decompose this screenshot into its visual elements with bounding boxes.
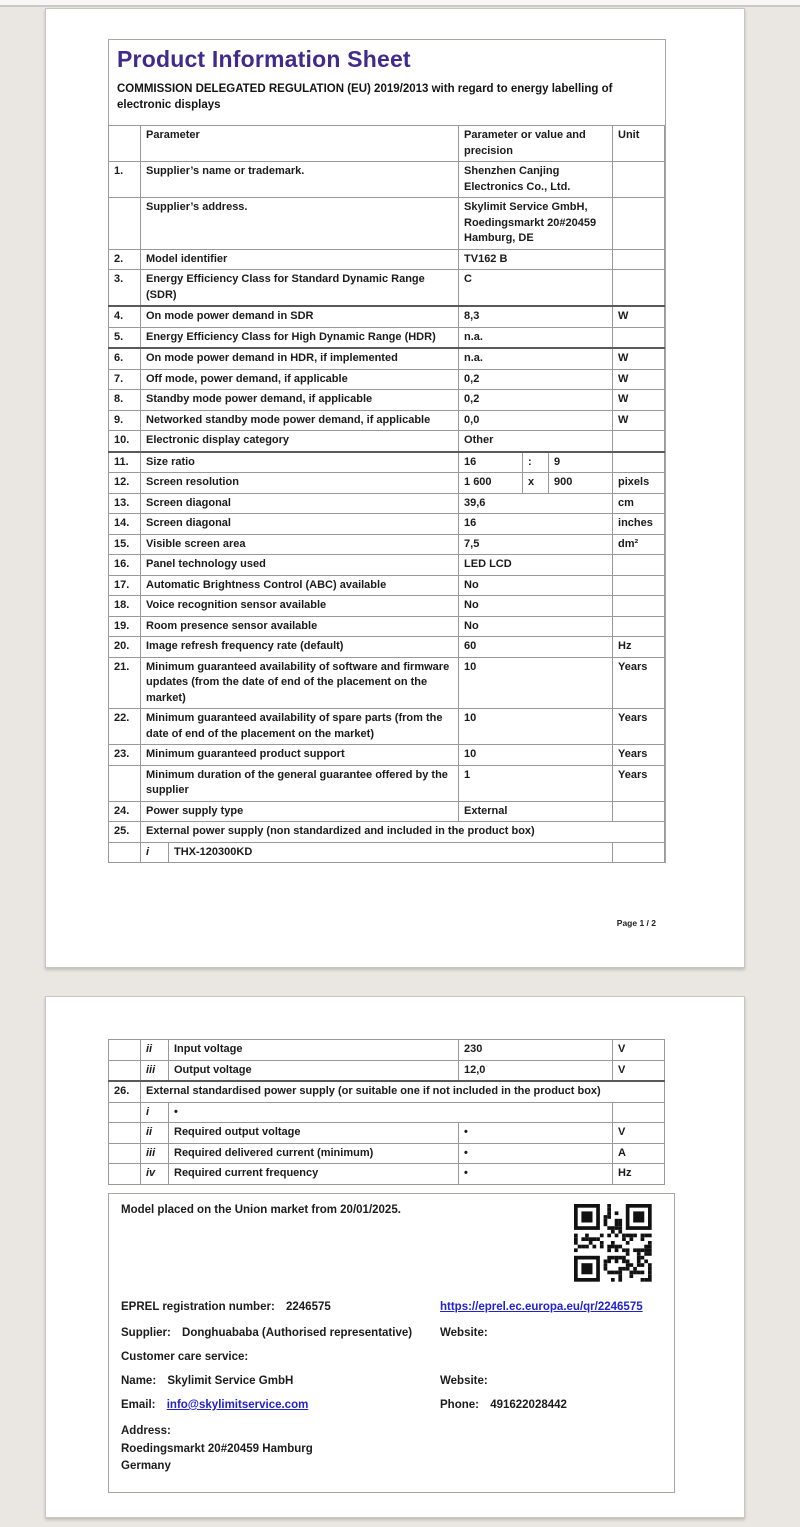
table-header-row	[109, 126, 665, 162]
table-row	[109, 327, 665, 348]
row-label-span: External power supply (non standardized and included in the product box)	[141, 822, 665, 843]
row-label: Required delivered current (minimum)	[169, 1143, 459, 1164]
address-label: Address:	[121, 1424, 171, 1437]
row-unit	[613, 596, 665, 617]
table-sub-row	[109, 1143, 665, 1164]
row-value: 8,3	[459, 306, 613, 327]
eprel-label: EPREL registration number:	[121, 1300, 275, 1313]
table-row	[109, 534, 665, 555]
row-roman-numeral: i	[141, 842, 169, 863]
row-label: Visible screen area	[141, 534, 459, 555]
header-unit: Unit	[613, 126, 665, 162]
table-row-span	[109, 822, 665, 843]
browser-chrome-edge	[0, 0, 800, 7]
row-unit: V	[613, 1040, 665, 1061]
row-unit: Years	[613, 657, 665, 709]
row-value: 10	[459, 657, 613, 709]
row-value: LED LCD	[459, 555, 613, 576]
row-label: Panel technology used	[141, 555, 459, 576]
header-parameter: Parameter	[141, 126, 459, 162]
row-label: Required output voltage	[169, 1123, 459, 1144]
row-label: Output voltage	[169, 1060, 459, 1081]
row-unit: Years	[613, 765, 665, 801]
row-value: 0,0	[459, 410, 613, 431]
phone-value: 491622028442	[490, 1398, 567, 1411]
row-value: 1	[459, 765, 613, 801]
row-value-left: 1 600	[459, 473, 523, 494]
row-label: Size ratio	[141, 452, 459, 473]
row-unit: pixels	[613, 473, 665, 494]
row-roman-numeral: i	[141, 1102, 169, 1123]
table-sub-row	[109, 842, 665, 863]
row-value-separator: :	[523, 452, 549, 473]
table-row	[109, 514, 665, 535]
row-label: Model identifier	[141, 249, 459, 270]
row-label: Image refresh frequency rate (default)	[141, 637, 459, 658]
row-label: Minimum duration of the general guarantee offered by the supplier	[141, 765, 459, 801]
table-row	[109, 637, 665, 658]
row-unit	[613, 249, 665, 270]
table-row	[109, 390, 665, 411]
address-line-2: Germany	[121, 1460, 171, 1473]
page1-content-box	[108, 39, 666, 863]
row-label: Required current frequency	[169, 1164, 459, 1185]
row-value-right: 900	[549, 473, 613, 494]
row-label: Off mode, power demand, if applicable	[141, 369, 459, 390]
name-value: Skylimit Service GmbH	[167, 1374, 294, 1387]
row-num: 20.	[109, 637, 141, 658]
address-line-1: Roedingsmarkt 20#20459 Hamburg	[121, 1442, 313, 1455]
row-label: Supplier’s name or trademark.	[141, 162, 459, 198]
row-unit: W	[613, 410, 665, 431]
row-value: 0,2	[459, 390, 613, 411]
table-row	[109, 493, 665, 514]
row-num: 17.	[109, 575, 141, 596]
row-value: n.a.	[459, 327, 613, 348]
row-value: External	[459, 801, 613, 822]
row-value-right: 9	[549, 452, 613, 473]
table-sub-row	[109, 1040, 665, 1061]
row-roman-numeral: iii	[141, 1143, 169, 1164]
row-value: No	[459, 596, 613, 617]
qr-code	[574, 1204, 652, 1285]
row-label: Supplier’s address.	[141, 198, 459, 250]
row-value: Shenzhen Canjing Electronics Co., Ltd.	[459, 162, 613, 198]
row-unit: Years	[613, 745, 665, 766]
phone-label: Phone:	[440, 1398, 479, 1411]
row-label: Screen diagonal	[141, 493, 459, 514]
row-num: 7.	[109, 369, 141, 390]
row-label: Minimum guaranteed product support	[141, 745, 459, 766]
row-num: 14.	[109, 514, 141, 535]
row-roman-numeral: ii	[141, 1040, 169, 1061]
email-link[interactable]: info@skylimitservice.com	[166, 1398, 309, 1411]
row-value: Other	[459, 431, 613, 452]
row-label: Screen diagonal	[141, 514, 459, 535]
row-num	[109, 1040, 141, 1061]
row-unit: V	[613, 1123, 665, 1144]
row-value: •	[459, 1123, 613, 1144]
table-row	[109, 452, 665, 473]
row-num	[109, 1102, 141, 1123]
row-num	[109, 1143, 141, 1164]
table-row-span	[109, 1081, 665, 1102]
row-unit: W	[613, 306, 665, 327]
row-num: 4.	[109, 306, 141, 327]
row-unit	[613, 431, 665, 452]
table-row	[109, 306, 665, 327]
row-label: •	[169, 1102, 613, 1123]
row-label: Room presence sensor available	[141, 616, 459, 637]
row-label: Automatic Brightness Control (ABC) available	[141, 575, 459, 596]
table-row	[109, 410, 665, 431]
row-value: 7,5	[459, 534, 613, 555]
row-num: 8.	[109, 390, 141, 411]
row-label: Input voltage	[169, 1040, 459, 1061]
row-unit: inches	[613, 514, 665, 535]
row-value-separator: x	[523, 473, 549, 494]
document-page-2	[45, 996, 745, 1518]
row-num: 10.	[109, 431, 141, 452]
eprel-link[interactable]: https://eprel.ec.europa.eu/qr/2246575	[440, 1300, 643, 1313]
row-roman-numeral: iv	[141, 1164, 169, 1185]
row-label: Standby mode power demand, if applicable	[141, 390, 459, 411]
email-label: Email:	[121, 1398, 156, 1411]
row-unit: A	[613, 1143, 665, 1164]
row-num: 25.	[109, 822, 141, 843]
row-unit: cm	[613, 493, 665, 514]
table-sub-row	[109, 1123, 665, 1144]
table-row	[109, 745, 665, 766]
row-label: Electronic display category	[141, 431, 459, 452]
row-label: Power supply type	[141, 801, 459, 822]
table-row	[109, 555, 665, 576]
row-unit: Years	[613, 709, 665, 745]
table-sub-row	[109, 1164, 665, 1185]
header-num	[109, 126, 141, 162]
table-row	[109, 575, 665, 596]
row-num: 18.	[109, 596, 141, 617]
row-value-left: 16	[459, 452, 523, 473]
page-number-label: Page 1 / 2	[616, 918, 656, 928]
table-row	[109, 709, 665, 745]
row-value: 0,2	[459, 369, 613, 390]
table-row	[109, 473, 665, 494]
row-label: Networked standby mode power demand, if applicable	[141, 410, 459, 431]
row-num: 2.	[109, 249, 141, 270]
row-value: 230	[459, 1040, 613, 1061]
row-num: 24.	[109, 801, 141, 822]
row-roman-numeral: iii	[141, 1060, 169, 1081]
table-row	[109, 596, 665, 617]
row-unit	[613, 198, 665, 250]
row-num: 12.	[109, 473, 141, 494]
row-num: 5.	[109, 327, 141, 348]
customer-care-heading: Customer care service:	[121, 1350, 249, 1363]
row-label: On mode power demand in SDR	[141, 306, 459, 327]
row-unit: dm²	[613, 534, 665, 555]
table-row	[109, 369, 665, 390]
row-num: 16.	[109, 555, 141, 576]
row-num: 15.	[109, 534, 141, 555]
header-value: Parameter or value and precision	[459, 126, 613, 162]
table-row	[109, 765, 665, 801]
row-unit	[613, 842, 665, 863]
website-label-2: Website:	[440, 1374, 488, 1387]
row-num	[109, 842, 141, 863]
market-date-text: Model placed on the Union market from 20/01/2025.	[121, 1204, 401, 1216]
row-num: 3.	[109, 270, 141, 307]
page-title: Product Information Sheet	[117, 46, 411, 72]
row-num: 23.	[109, 745, 141, 766]
row-num: 13.	[109, 493, 141, 514]
row-value: Skylimit Service GmbH, Roedingsmarkt 20#20459 Hamburg, DE	[459, 198, 613, 250]
row-value: TV162 B	[459, 249, 613, 270]
table-row	[109, 616, 665, 637]
table-row	[109, 348, 665, 369]
row-value: 10	[459, 745, 613, 766]
row-unit	[613, 1102, 665, 1123]
row-num: 21.	[109, 657, 141, 709]
table-row	[109, 249, 665, 270]
name-label: Name:	[121, 1374, 157, 1387]
document-page-1	[45, 8, 745, 968]
row-num: 11.	[109, 452, 141, 473]
row-label: THX-120300KD	[169, 842, 613, 863]
row-label: Voice recognition sensor available	[141, 596, 459, 617]
row-unit	[613, 555, 665, 576]
row-num	[109, 198, 141, 250]
row-unit: Hz	[613, 1164, 665, 1185]
table-row	[109, 657, 665, 709]
page-subtitle: COMMISSION DELEGATED REGULATION (EU) 2019/2013 with regard to energy labelling of electronic displays	[117, 83, 613, 112]
row-value: n.a.	[459, 348, 613, 369]
row-label: Energy Efficiency Class for High Dynamic Range (HDR)	[141, 327, 459, 348]
row-label: Energy Efficiency Class for Standard Dynamic Range (SDR)	[141, 270, 459, 307]
parameter-table-continued	[108, 1039, 665, 1185]
table-row	[109, 198, 665, 250]
row-unit: W	[613, 369, 665, 390]
row-num: 22.	[109, 709, 141, 745]
row-num	[109, 765, 141, 801]
website-label: Website:	[440, 1326, 488, 1339]
supplier-value: Donghuababa (Authorised representative)	[182, 1326, 413, 1339]
table-sub-row	[109, 1060, 665, 1081]
row-num: 6.	[109, 348, 141, 369]
row-value: 16	[459, 514, 613, 535]
table-row	[109, 801, 665, 822]
row-unit: W	[613, 348, 665, 369]
eprel-number: 2246575	[286, 1300, 331, 1313]
row-num: 1.	[109, 162, 141, 198]
row-label: Minimum guaranteed availability of software and firmware updates (from the date of end of the placement on the market)	[141, 657, 459, 709]
row-num: 19.	[109, 616, 141, 637]
row-label: Screen resolution	[141, 473, 459, 494]
table-row	[109, 162, 665, 198]
table-row	[109, 431, 665, 452]
row-num: 26.	[109, 1081, 141, 1102]
row-label: Minimum guaranteed availability of spare parts (from the date of end of the placement on the market)	[141, 709, 459, 745]
row-value: 12,0	[459, 1060, 613, 1081]
row-label: On mode power demand in HDR, if implemented	[141, 348, 459, 369]
row-unit: W	[613, 390, 665, 411]
row-value: •	[459, 1164, 613, 1185]
row-value: No	[459, 575, 613, 596]
row-num	[109, 1164, 141, 1185]
supplier-label: Supplier:	[121, 1326, 171, 1339]
row-unit: V	[613, 1060, 665, 1081]
row-num	[109, 1060, 141, 1081]
row-unit	[613, 801, 665, 822]
row-unit	[613, 575, 665, 596]
table-row	[109, 270, 665, 307]
row-value: 60	[459, 637, 613, 658]
row-value: 39,6	[459, 493, 613, 514]
row-value: •	[459, 1143, 613, 1164]
row-unit	[613, 452, 665, 473]
supplier-contact-box	[108, 1193, 675, 1493]
table-sub-row	[109, 1102, 665, 1123]
parameter-table	[108, 125, 665, 863]
row-num	[109, 1123, 141, 1144]
row-value: 10	[459, 709, 613, 745]
row-unit: Hz	[613, 637, 665, 658]
row-unit	[613, 616, 665, 637]
row-unit	[613, 162, 665, 198]
row-value: No	[459, 616, 613, 637]
row-label-span: External standardised power supply (or suitable one if not included in the product box)	[141, 1081, 665, 1102]
row-unit	[613, 270, 665, 307]
row-value: C	[459, 270, 613, 307]
row-roman-numeral: ii	[141, 1123, 169, 1144]
row-unit	[613, 327, 665, 348]
row-num: 9.	[109, 410, 141, 431]
